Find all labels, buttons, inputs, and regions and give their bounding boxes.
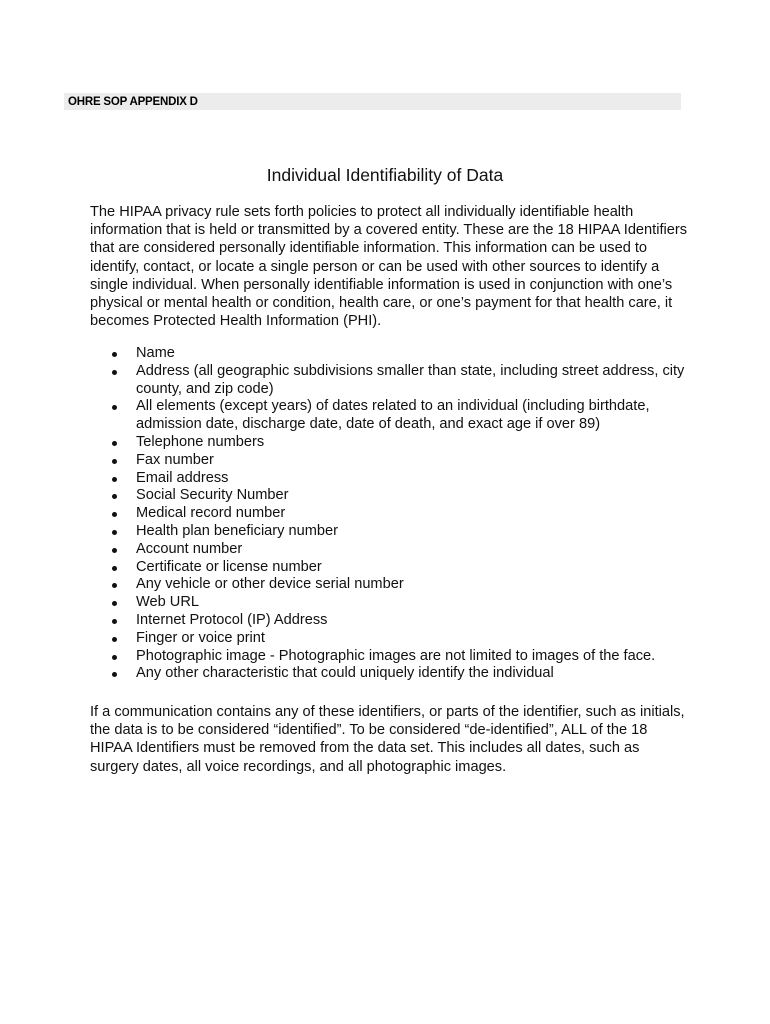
bullet-icon [112,548,117,553]
bullet-icon [112,459,117,464]
intro-paragraph: The HIPAA privacy rule sets forth policies to protect all individually identifiable health information that is held or transmitted by a covered entity. These are the 18 HIPAA Identifiers that are considered personally identifiable information. This information can be used to identify, contact, or locate a single person or can be used with other sources to identify a single individual. When personally identifiable information is used in conjunction with one’s physical or mental health or condition, health care, or one’s payment for that health care, it becomes Protected Health Information (PHI). [90,204,688,330]
bullet-icon [112,352,117,357]
list-item-text: All elements (except years) of dates related to an individual (including birthdate, admission date, discharge date, date of death, and exact age if over 89) [136,398,650,433]
list-item-text: Telephone numbers [136,433,265,450]
bullet-icon [112,619,117,624]
list-item-text: Web URL [136,594,199,611]
appendix-header-bar [64,93,681,110]
list-item-text: Email address [136,469,229,486]
list-item [110,452,700,470]
list-item [110,487,700,505]
list-item-text: Address (all geographic subdivisions smaller than state, including street address, city county, and zip code) [136,362,685,397]
appendix-label: OHRE SOP APPENDIX D [68,96,198,108]
identifier-list [110,345,700,683]
list-item [110,398,700,434]
bullet-icon [112,566,117,571]
bullet-icon [112,441,117,446]
list-item-text: Internet Protocol (IP) Address [136,611,328,628]
list-item [110,612,700,630]
list-item-text: Certificate or license number [136,558,322,575]
list-item-text: Fax number [136,451,214,468]
list-item-text: Photographic image - Photographic images are not limited to images of the face. [136,647,656,664]
bullet-icon [112,672,117,677]
list-item [110,523,700,541]
bullet-icon [112,494,117,499]
bullet-icon [112,477,117,482]
list-item [110,541,700,559]
list-item [110,363,700,399]
list-item [110,470,700,488]
list-item [110,630,700,648]
bullet-icon [112,370,117,375]
bullet-icon [112,512,117,517]
list-item-text: Account number [136,540,243,557]
list-item [110,648,700,666]
list-item [110,345,700,363]
list-item-text: Finger or voice print [136,629,265,646]
bullet-icon [112,530,117,535]
list-item [110,505,700,523]
bullet-icon [112,583,117,588]
list-item [110,559,700,577]
list-item [110,434,700,452]
list-item-text: Any vehicle or other device serial number [136,576,404,593]
list-item-text: Any other characteristic that could uniquely identify the individual [136,665,554,682]
closing-paragraph: If a communication contains any of these identifiers, or parts of the identifier, such as initials, the data is to be considered “identified”. To be considered “de-identified”, ALL of the 18 HIPAA Identifiers must be removed from the data set. This includes all dates, such as surgery dates, all voice recordings, and all photographic images. [90,704,685,775]
bullet-icon [112,601,117,606]
bullet-icon [112,655,117,660]
bullet-icon [112,405,117,410]
list-item [110,665,700,683]
list-item-text: Social Security Number [136,487,289,504]
bullet-icon [112,637,117,642]
list-item-text: Medical record number [136,505,286,522]
list-item-text: Health plan beneficiary number [136,522,338,539]
document-title: Individual Identifiability of Data [266,165,504,185]
list-item-text: Name [136,345,175,361]
list-item [110,594,700,612]
list-item [110,576,700,594]
